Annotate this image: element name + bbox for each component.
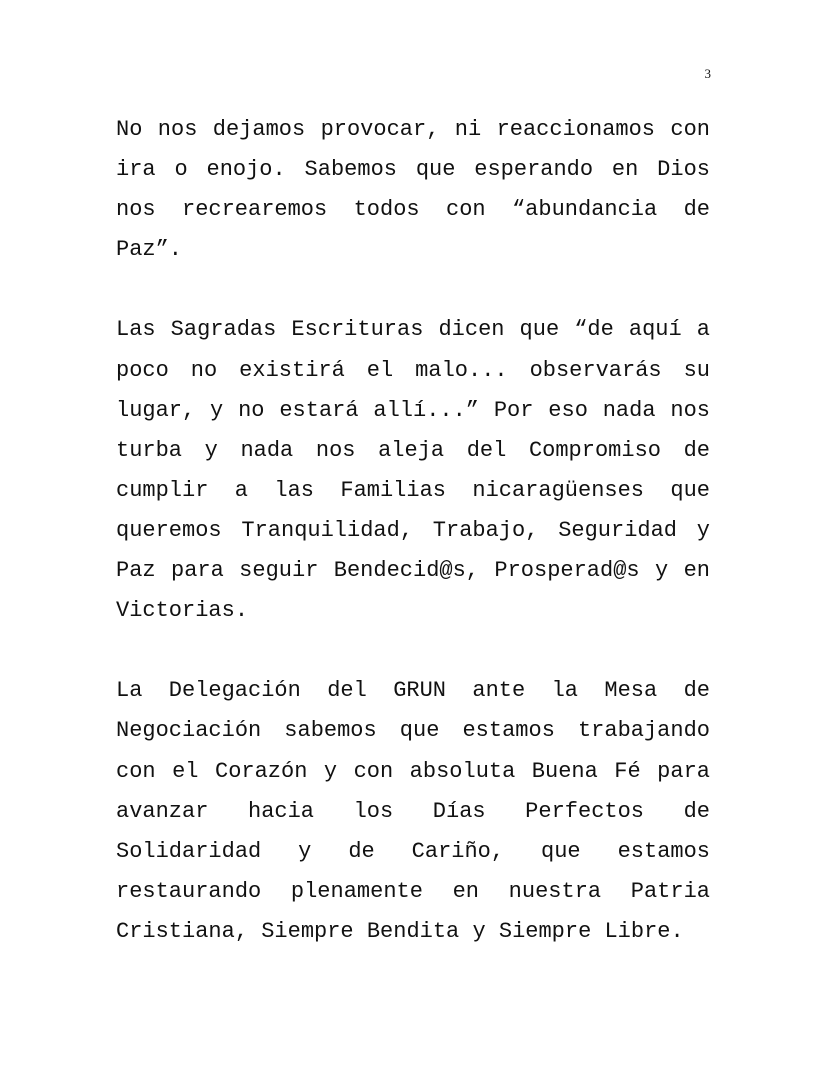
paragraph-provocation: No nos dejamos provocar, ni reaccionamos con ira o enojo. Sabemos que esperando en Dios nos recrearemos todos con “abundancia de Paz”. <box>116 117 710 263</box>
paragraph-delegation: La Delegación del GRUN ante la Mesa de Negociación sabemos que estamos trabajando con el Corazón y con absoluta Buena Fé para avanzar hacia los Días Perfectos de Solidaridad y de Cariño, que estamos restaurando plenamente en nuestra Patria Cristiana, Siempre Bendita y Siempre Libre. <box>116 678 710 944</box>
page-number: 3 <box>704 66 711 81</box>
paragraph-scriptures: Las Sagradas Escrituras dicen que “de aquí a poco no existirá el malo... observarás su lugar, y no estará allí...” Por eso nada nos turba y nada nos aleja del Compromiso de cumplir a las Familias nicaragüenses que queremos Tranquilidad, Trabajo, Seguridad y Paz para seguir Bendecid@s, Prosperad@s y en Victorias. <box>116 317 710 624</box>
document-body <box>116 110 710 952</box>
